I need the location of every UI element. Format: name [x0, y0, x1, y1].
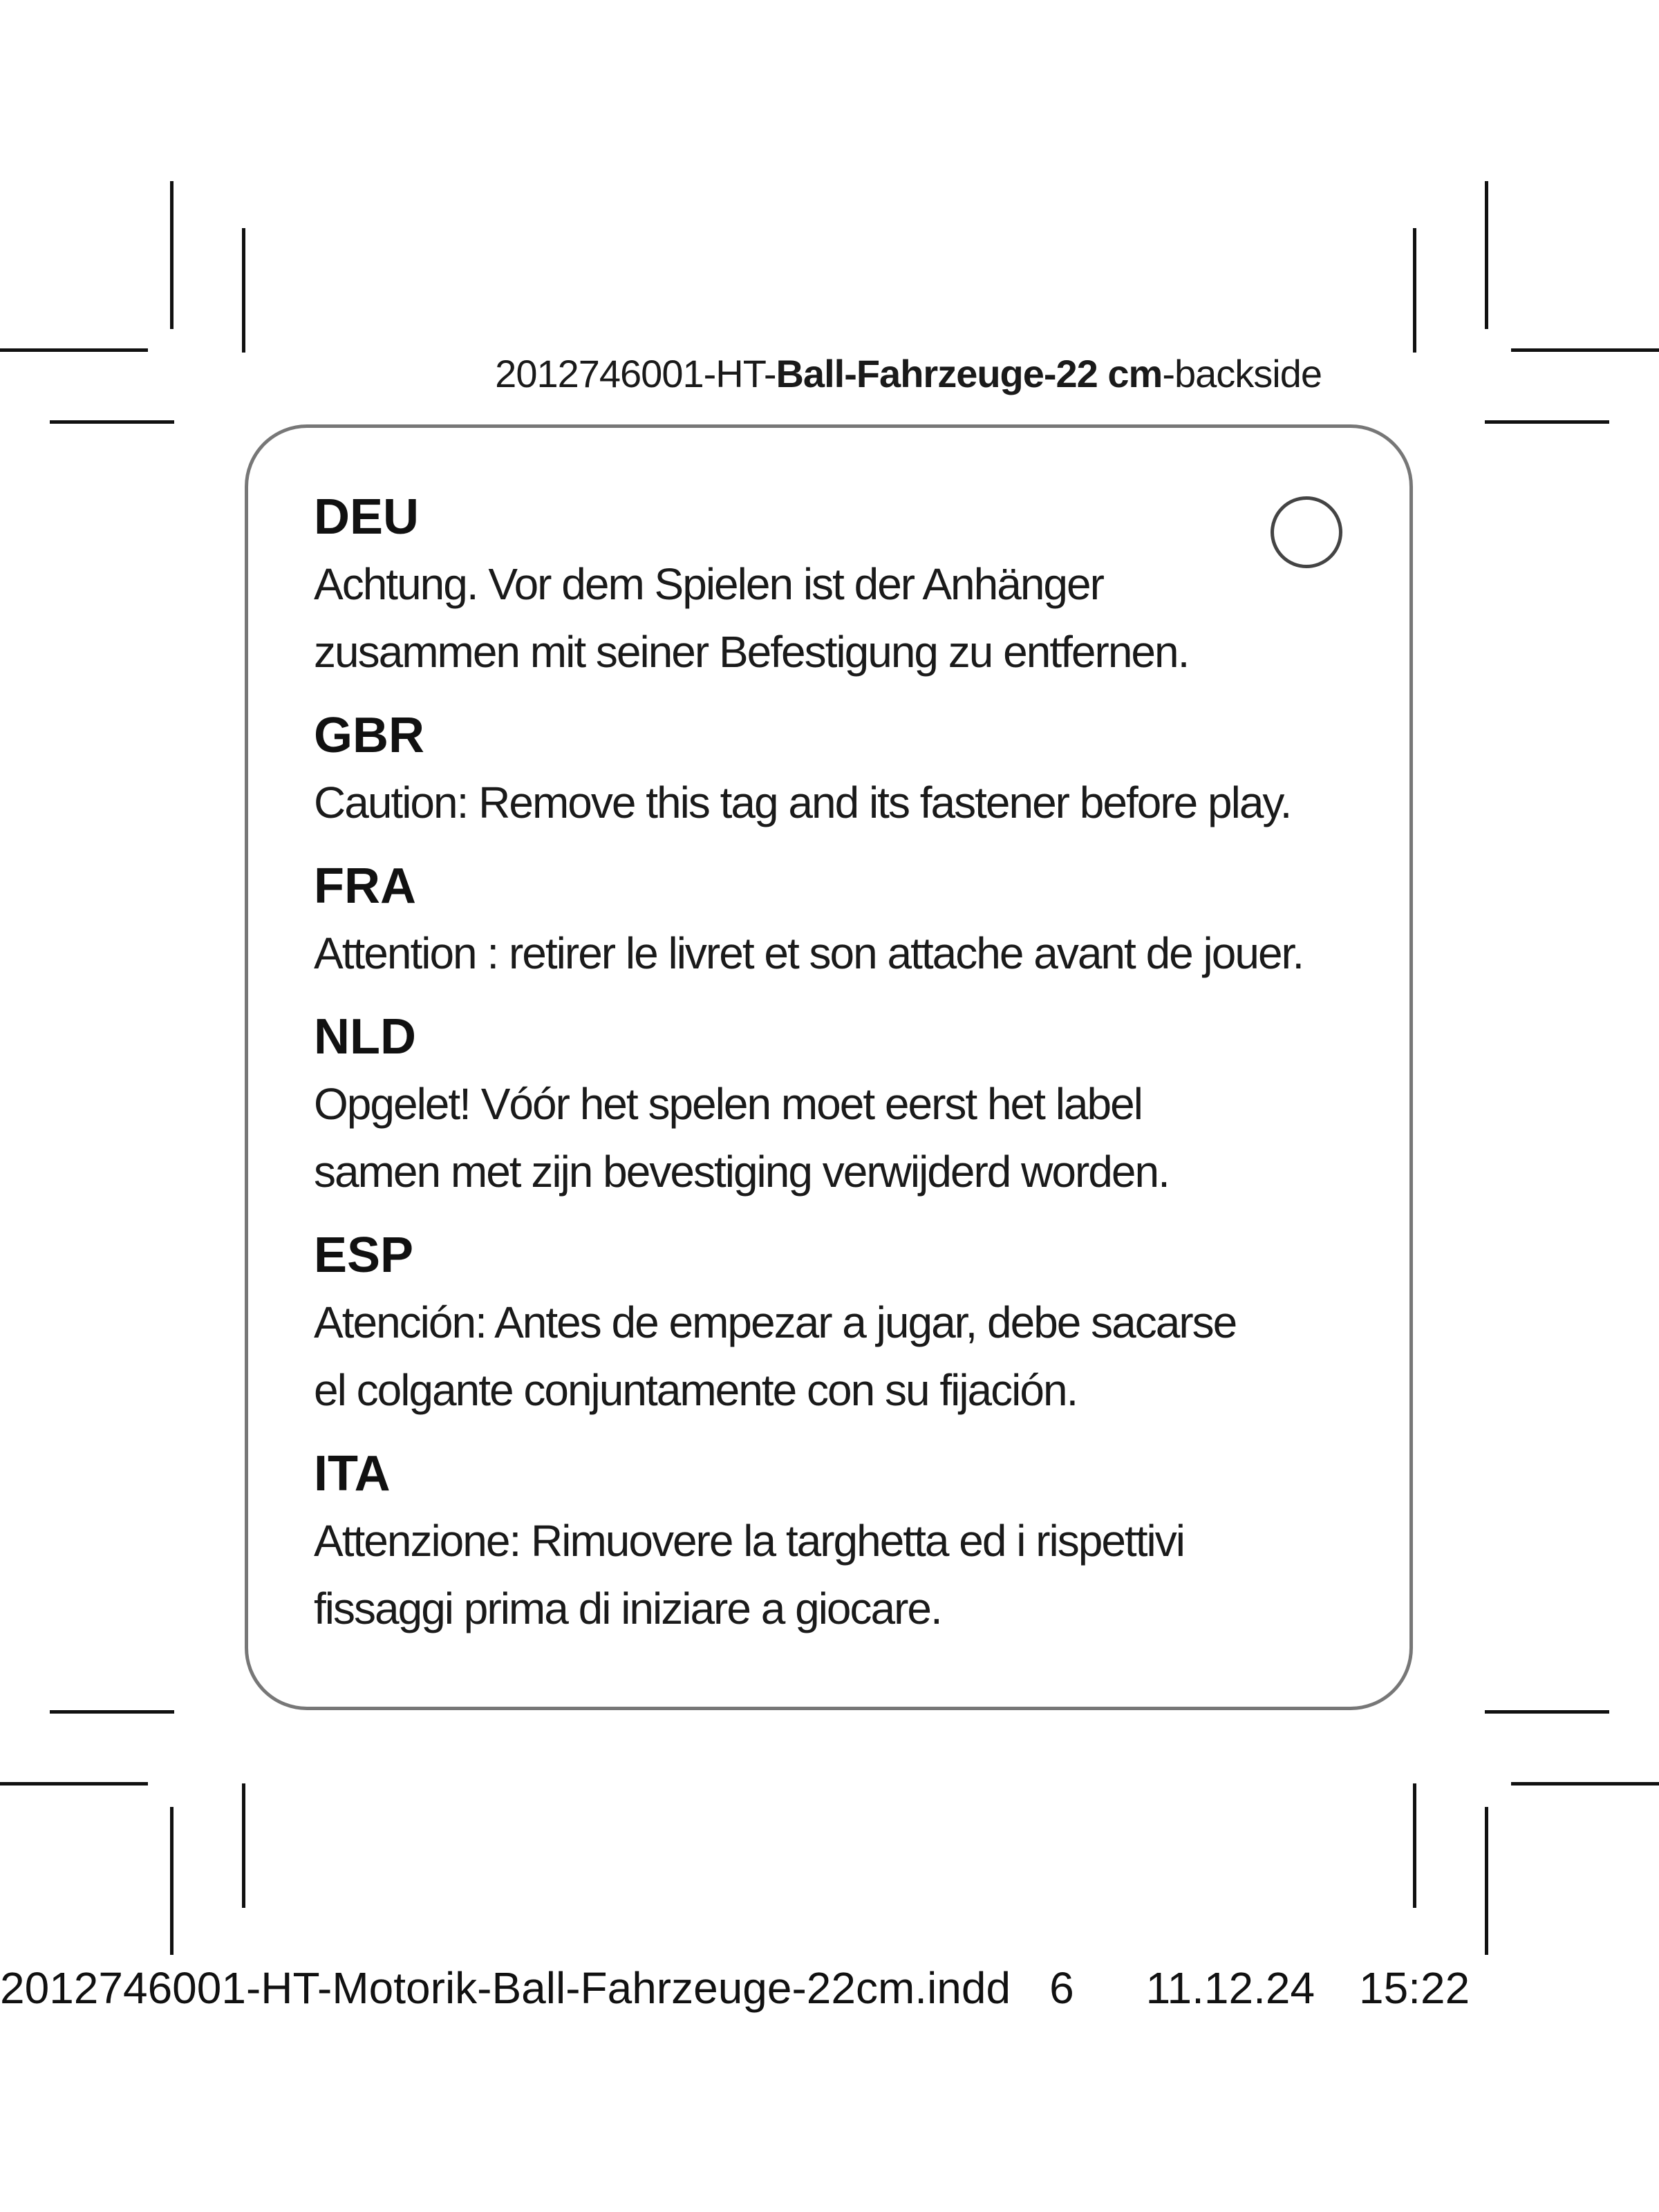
- lang-code: GBR: [314, 708, 424, 763]
- print-slug: [0, 1960, 1659, 2016]
- slug-date: 11.12.24: [1145, 1963, 1315, 2013]
- crop-mark-bottom-right-h1: [1511, 1782, 1659, 1785]
- crop-mark-bottom-left-h2: [50, 1710, 174, 1714]
- crop-mark-top-left-v2: [242, 228, 245, 353]
- slug-page: 6: [1049, 1963, 1074, 2013]
- lang-text: Attenzione: Rimuovere la targhetta ed i rispettivi fissaggi prima di iniziare a giocare.: [314, 1516, 1184, 1633]
- slug-filename: 2012746001-HT-Motorik-Ball-Fahrzeuge-22cm.indd: [0, 1963, 1011, 2013]
- header-suffix: -backside: [1162, 352, 1322, 395]
- crop-mark-top-right-h2: [1485, 420, 1609, 424]
- lang-code: ITA: [314, 1446, 391, 1501]
- crop-mark-bottom-left-v1: [170, 1807, 174, 1955]
- slug-time: 15:22: [1359, 1963, 1470, 2013]
- lang-code: DEU: [314, 489, 420, 545]
- lang-text: Opgelet! Vóór het spelen moet eerst het label samen met zijn bevestiging verwijderd worden.: [314, 1079, 1169, 1197]
- lang-text: Caution: Remove this tag and its fastener before play.: [314, 778, 1291, 827]
- file-header: [0, 350, 1322, 398]
- crop-mark-top-right-h1: [1511, 348, 1659, 352]
- lang-block-deu: [314, 484, 1392, 686]
- lang-code: ESP: [314, 1228, 414, 1283]
- lang-block-ita: [314, 1441, 1392, 1642]
- lang-block-esp: [314, 1222, 1392, 1424]
- lang-text: Atención: Antes de empezar a jugar, debe sacarse el colgante conjuntamente con su fijación.: [314, 1297, 1237, 1415]
- crop-mark-bottom-right-h2: [1485, 1710, 1609, 1714]
- lang-text: Attention : retirer le livret et son attache avant de jouer.: [314, 928, 1304, 978]
- warning-content: [314, 484, 1392, 1659]
- lang-block-fra: [314, 853, 1392, 987]
- crop-mark-bottom-left-h1: [0, 1782, 148, 1785]
- crop-mark-bottom-right-v2: [1413, 1783, 1416, 1908]
- crop-mark-top-right-v2: [1413, 228, 1416, 353]
- crop-mark-top-left-v1: [170, 181, 174, 329]
- crop-mark-top-right-v1: [1485, 181, 1488, 329]
- crop-mark-bottom-left-v2: [242, 1783, 245, 1908]
- lang-block-nld: [314, 1004, 1392, 1206]
- lang-block-gbr: [314, 702, 1392, 836]
- header-prefix: 2012746001-HT-: [495, 352, 776, 395]
- crop-mark-top-left-h2: [50, 420, 174, 424]
- header-product-name: Ball-Fahrzeuge-22 cm: [776, 352, 1163, 395]
- lang-text: Achtung. Vor dem Spielen ist der Anhänger zusammen mit seiner Befestigung zu entfernen.: [314, 559, 1189, 677]
- lang-code: FRA: [314, 859, 416, 914]
- lang-code: NLD: [314, 1009, 416, 1065]
- crop-mark-bottom-right-v1: [1485, 1807, 1488, 1955]
